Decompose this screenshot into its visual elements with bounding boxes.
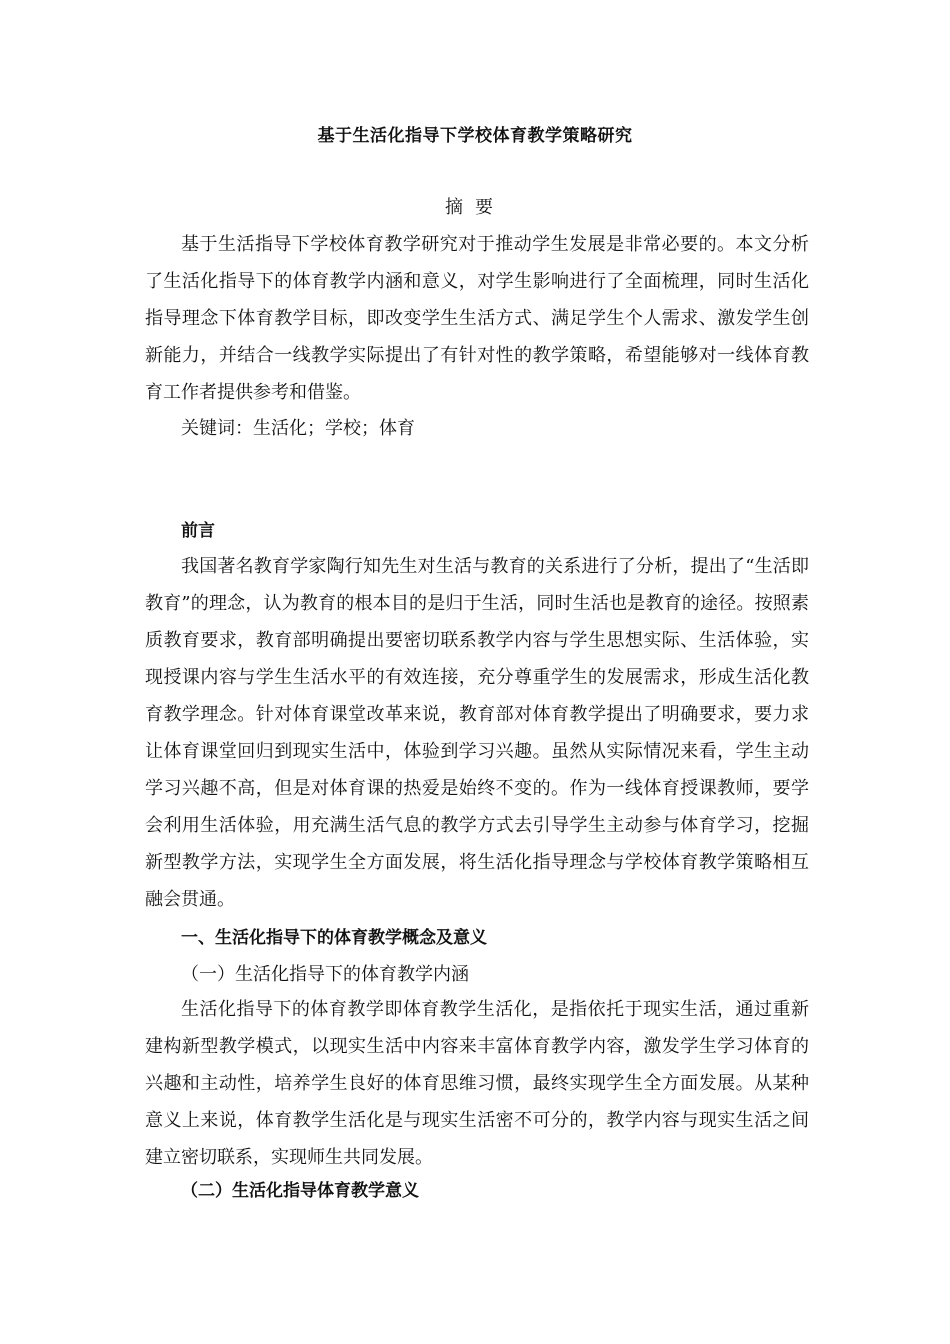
keywords-line: 关键词：生活化；学校；体育	[181, 418, 415, 439]
subsection-1-heading: （一）生活化指导下的体育教学内涵	[181, 964, 469, 985]
document-title: 基于生活化指导下学校体育教学策略研究	[317, 126, 633, 146]
subsection-2-heading: （二）生活化指导体育教学意义	[181, 1181, 419, 1201]
abstract-paragraph: 基于生活指导下学校体育教学研究对于推动学生发展是非常必要的。本文分析了生活化指导下的体育教学内涵和意义，对学生影响进行了全面梳理，同时生活化指导理念下体育教学目标，即改变学生生活方式、满足学生个人需求、激发学生创新能力，并结合一线教学实际提出了有针对性的教学策略，希望能够对一线体育教育工作者提供参考和借鉴。	[145, 234, 809, 403]
section-1-heading: 一、生活化指导下的体育教学概念及意义	[181, 928, 487, 948]
abstract-heading: 摘要	[445, 197, 505, 218]
subsection-1-paragraph: 生活化指导下的体育教学即体育教学生活化，是指依托于现实生活，通过重新建构新型教学模式，以现实生活中内容来丰富体育教学内容，激发学生学习体育的兴趣和主动性，培养学生良好的体育思维习惯，最终实现学生全方面发展。从某种意义上来说，体育教学生活化是与现实生活密不可分的，教学内容与现实生活之间建立密切联系，实现师生共同发展。	[145, 999, 809, 1168]
preface-paragraph: 我国著名教育学家陶行知先生对生活与教育的关系进行了分析，提出了“生活即教育”的理念，认为教育的根本目的是归于生活，同时生活也是教育的途径。按照素质教育要求，教育部明确提出要密切联系教学内容与学生思想实际、生活体验，实现授课内容与学生生活水平的有效连接，充分尊重学生的发展需求，形成生活化教育教学理念。针对体育课堂改革来说，教育部对体育教学提出了明确要求，要力求让体育课堂回归到现实生活中，体验到学习兴趣。虽然从实际情况来看，学生主动学习兴趣不高，但是对体育课的热爱是始终不变的。作为一线体育授课教师，要学会利用生活体验，用充满生活气息的教学方式去引导学生主动参与体育学习，挖掘新型教学方法，实现学生全方面发展，将生活化指导理念与学校体育教学策略相互融会贯通。	[145, 556, 809, 910]
preface-heading: 前言	[181, 521, 215, 541]
